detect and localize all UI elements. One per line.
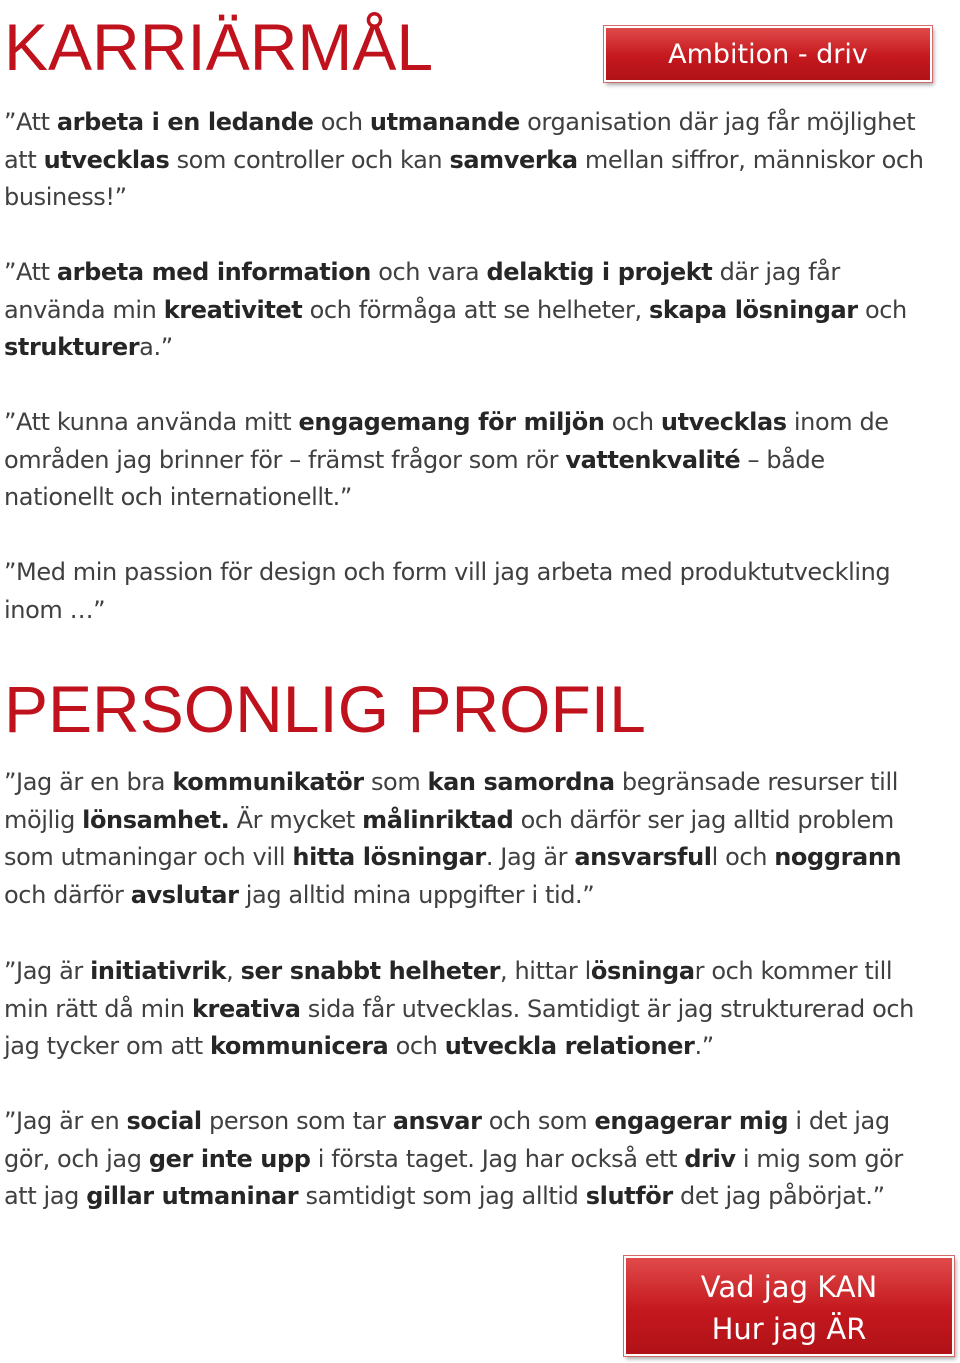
emphasized-text: engagemang för miljön xyxy=(298,408,605,436)
career-goal-paragraph-4 xyxy=(4,554,934,629)
body-text: organisation där jag får möjlighet att xyxy=(4,108,916,174)
profile-paragraph-3 xyxy=(4,1103,934,1216)
body-text: ”Med min passion för design och form vill jag arbeta med produktutveckling inom …” xyxy=(4,558,891,624)
body-text: det jag påbörjat.” xyxy=(672,1182,885,1210)
emphasized-text: utmanande xyxy=(369,108,520,136)
emphasized-text: hitta lösningar xyxy=(292,843,486,871)
emphasized-text: kan samordna xyxy=(427,768,615,796)
body-text: samtidigt som jag alltid xyxy=(298,1182,586,1210)
emphasized-text: strukturer xyxy=(4,333,140,361)
body-text: och som xyxy=(481,1107,595,1135)
badge-line-1: Vad jag KAN xyxy=(700,1270,878,1304)
emphasized-text: kommunicera xyxy=(210,1032,389,1060)
emphasized-text: ansvarsful xyxy=(574,843,712,871)
badge-line-2: Hur jag ÄR xyxy=(711,1312,867,1346)
body-text: och xyxy=(604,408,661,436)
body-text: ”Att xyxy=(4,108,57,136)
emphasized-text: arbeta i en ledande xyxy=(56,108,314,136)
body-text: i mig som gör att jag xyxy=(4,1144,903,1210)
emphasized-text: kreativitet xyxy=(163,295,303,324)
emphasized-text: ser snabbt helheter xyxy=(240,957,501,985)
emphasized-text: delaktig i projekt xyxy=(486,258,713,286)
body-text: och xyxy=(313,108,370,136)
body-text: och xyxy=(857,295,907,324)
body-text: ”Att xyxy=(4,258,57,286)
body-text: och vara xyxy=(370,258,487,286)
body-text: och xyxy=(388,1032,445,1060)
body-text: begränsade resurser till möjlig xyxy=(4,768,898,834)
career-goal-paragraph-1 xyxy=(4,104,934,217)
emphasized-text: utvecklas xyxy=(43,145,170,174)
emphasized-text: slutför xyxy=(585,1182,673,1210)
emphasized-text: initiativrik xyxy=(90,957,227,985)
emphasized-text: engagerar mig xyxy=(594,1107,789,1135)
ambition-badge: Ambition - driv xyxy=(604,26,932,82)
emphasized-text: gillar utmaninar xyxy=(86,1182,299,1210)
emphasized-text: driv xyxy=(684,1144,736,1173)
body-text: i det jag gör, och jag xyxy=(4,1107,890,1173)
emphasized-text: vattenkvalité xyxy=(565,445,741,474)
emphasized-text: arbeta med information xyxy=(56,258,371,286)
body-text: , xyxy=(226,957,241,985)
profile-paragraph-1 xyxy=(4,764,934,914)
body-text: mellan siffror, människor och business!” xyxy=(4,145,924,211)
emphasized-text: kreativa xyxy=(191,994,301,1023)
body-text: ”Jag är en xyxy=(4,1107,127,1135)
emphasized-text: social xyxy=(126,1107,202,1135)
emphasized-text: avslutar xyxy=(130,880,239,909)
body-text: person som tar xyxy=(201,1107,393,1135)
body-text: ”Jag är xyxy=(4,957,91,985)
body-text: där jag får använda min xyxy=(4,258,840,324)
body-text: och därför ser jag alltid problem som utmaningar och vill xyxy=(4,805,894,871)
body-text: , hittar l xyxy=(500,957,591,985)
body-text: a.” xyxy=(139,333,173,361)
career-goal-paragraph-3 xyxy=(4,404,934,517)
body-text: – både nationellt och internationellt.” xyxy=(4,445,825,511)
emphasized-text: kommunikatör xyxy=(172,768,364,796)
body-text: och förmåga att se helheter, xyxy=(302,295,649,324)
body-text: .” xyxy=(694,1032,714,1060)
body-text: jag alltid mina uppgifter i tid.” xyxy=(238,880,595,909)
emphasized-text: lönsamhet. xyxy=(82,805,230,834)
body-text: Är mycket xyxy=(229,805,363,834)
body-text: r och kommer till min rätt då min xyxy=(4,957,893,1023)
body-text: . Jag är xyxy=(485,843,575,871)
body-text: ”Att kunna använda mitt xyxy=(4,408,299,436)
career-goals-heading: KARRIÄRMÅL xyxy=(4,10,434,84)
emphasized-text: ösninga xyxy=(590,957,695,985)
what-i-can-who-i-am-badge xyxy=(624,1256,954,1356)
body-text: inom de områden jag brinner för – främst frågor som rör xyxy=(4,408,889,474)
emphasized-text: utveckla relationer xyxy=(444,1032,695,1060)
emphasized-text: samverka xyxy=(449,145,578,174)
body-text: l och xyxy=(711,843,775,871)
emphasized-text: målinriktad xyxy=(362,805,514,834)
body-text: som xyxy=(363,768,428,796)
body-text: som controller och kan xyxy=(169,145,450,174)
emphasized-text: skapa lösningar xyxy=(648,295,858,324)
emphasized-text: ansvar xyxy=(392,1107,482,1135)
emphasized-text: utvecklas xyxy=(660,408,787,436)
personal-profile-heading: PERSONLIG PROFIL xyxy=(4,672,646,746)
body-text: och därför xyxy=(4,880,131,909)
body-text: ”Jag är en bra xyxy=(4,768,173,796)
emphasized-text: noggrann xyxy=(774,843,902,871)
body-text: i första taget. Jag har också ett xyxy=(310,1144,685,1173)
career-goal-paragraph-2 xyxy=(4,254,934,367)
emphasized-text: ger inte upp xyxy=(148,1144,311,1173)
body-text: sida får utvecklas. Samtidigt är jag strukturerad och jag tycker om att xyxy=(4,994,914,1060)
profile-paragraph-2 xyxy=(4,953,934,1066)
